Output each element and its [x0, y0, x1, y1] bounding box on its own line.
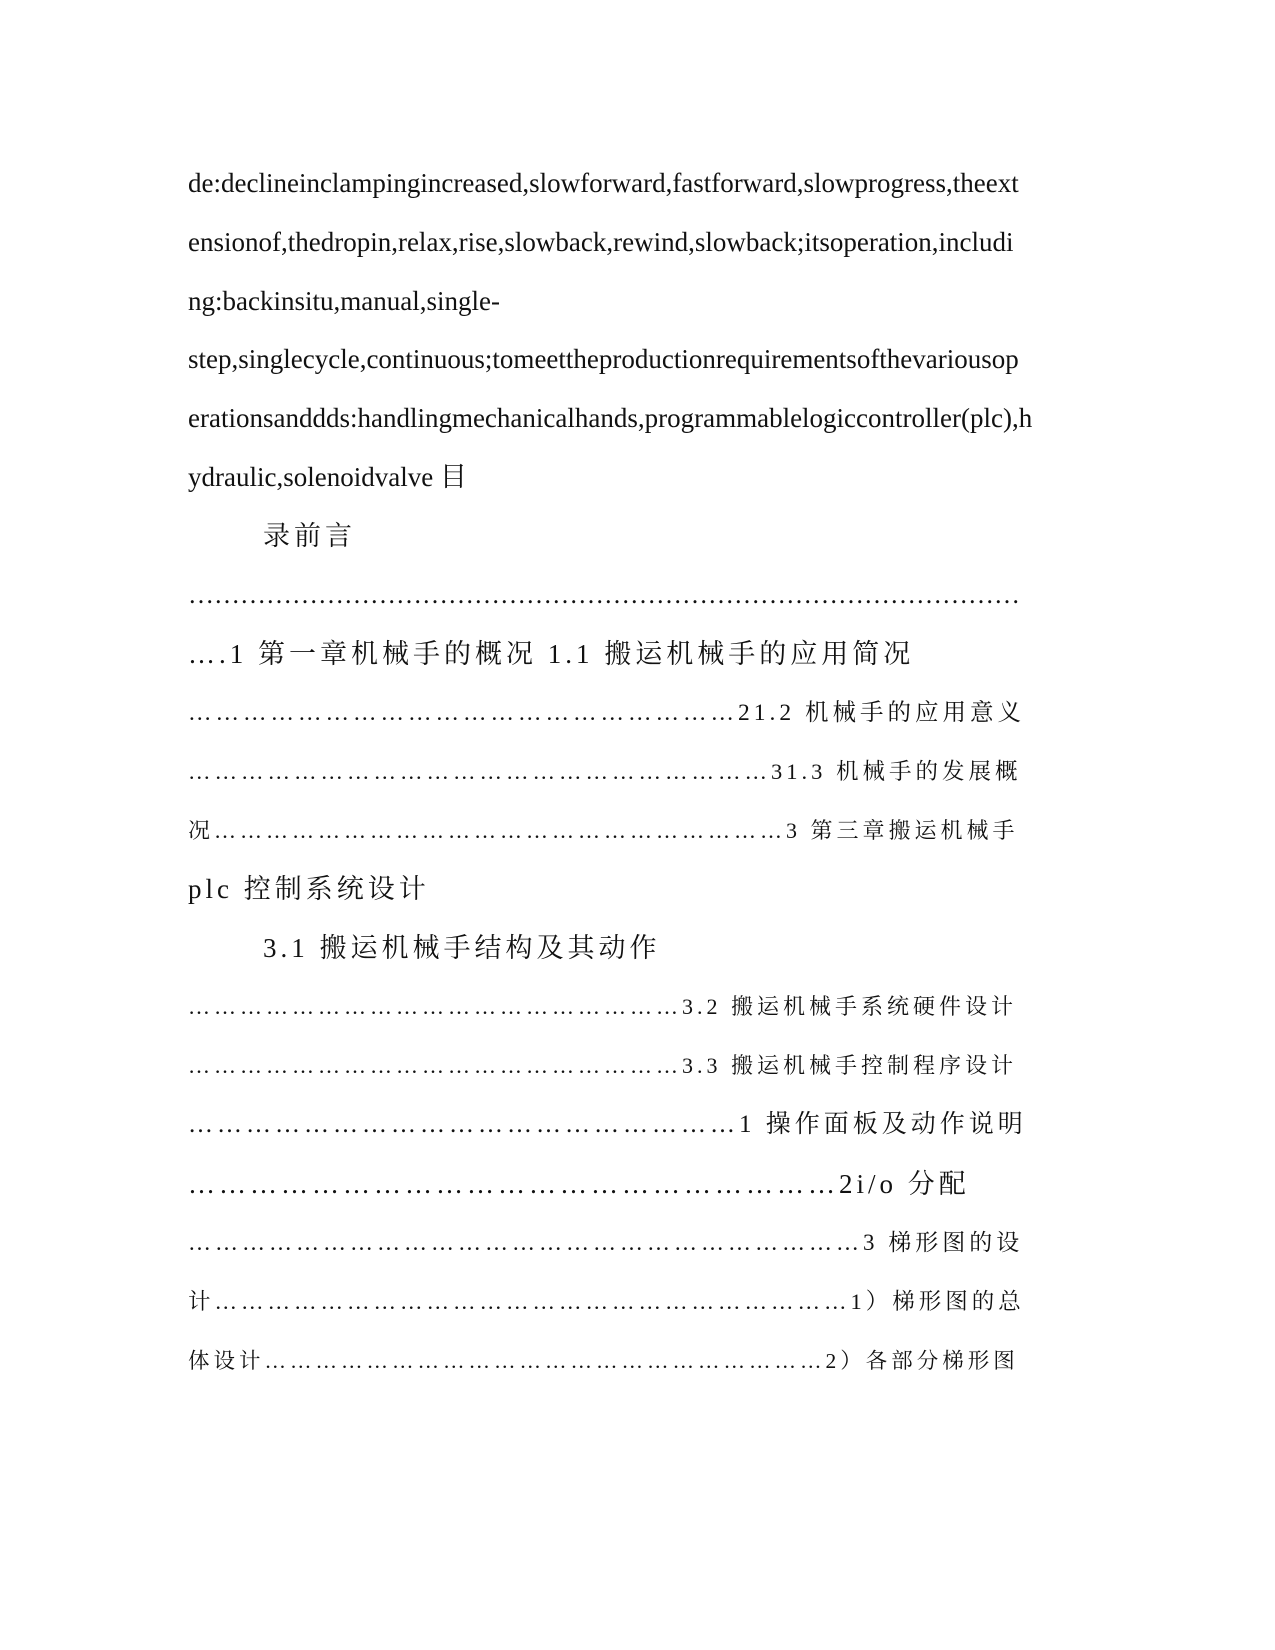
toc-entry: …………………………………………………3.3 搬运机械手控制程序设计 [188, 1053, 1018, 1078]
toc-entry: plc 控制系统设计 [188, 874, 430, 904]
toc-heading: 录前言 [263, 521, 356, 551]
toc-entry: …………………………………………………1 操作面板及动作说明 [188, 1111, 1027, 1138]
toc-entry: 计………………………………………………………………1）梯形图的总 [188, 1289, 1025, 1314]
toc-entry: 体设计…………………………………………………………2）各部分梯形图 [188, 1349, 1019, 1373]
toc-entry: …………………………………………………3.2 搬运机械手系统硬件设计 [188, 994, 1018, 1019]
toc-entry: …………………………………………………………31.3 机械手的发展概 [188, 759, 1022, 784]
text-line: step,singlecycle,continuous;tomeettheproductionrequirementsofthevariousop [188, 344, 1019, 374]
toc-leader-line: …………………………………………………………………………………… [188, 580, 1020, 609]
text-line: ensionof,thedropin,relax,rise,slowback,rewind,slowback;itsoperation,includi [188, 227, 1014, 257]
toc-entry: …………………………………………………………………3 梯形图的设 [188, 1230, 1024, 1255]
toc-entry: ………………………………………………………2i/o 分配 [188, 1169, 970, 1199]
text-line: de:declineinclampingincreased,slowforward,fastforward,slowprogress,theext [188, 168, 1019, 198]
toc-entry: ….1 第一章机械手的概况 1.1 搬运机械手的应用简况 [188, 639, 915, 669]
text-line: ng:backinsitu,manual,single- [188, 286, 500, 316]
text-line: ydraulic,solenoidvalve 目 [188, 462, 467, 492]
toc-entry: ……………………………………………………21.2 机械手的应用意义 [188, 700, 1025, 726]
text-line: erationsanddds:handlingmechanicalhands,programmablelogiccontroller(plc),h [188, 403, 1033, 433]
toc-entry: 况…………………………………………………………3 第三章搬运机械手 [188, 818, 1019, 843]
toc-entry: 3.1 搬运机械手结构及其动作 [263, 933, 661, 963]
